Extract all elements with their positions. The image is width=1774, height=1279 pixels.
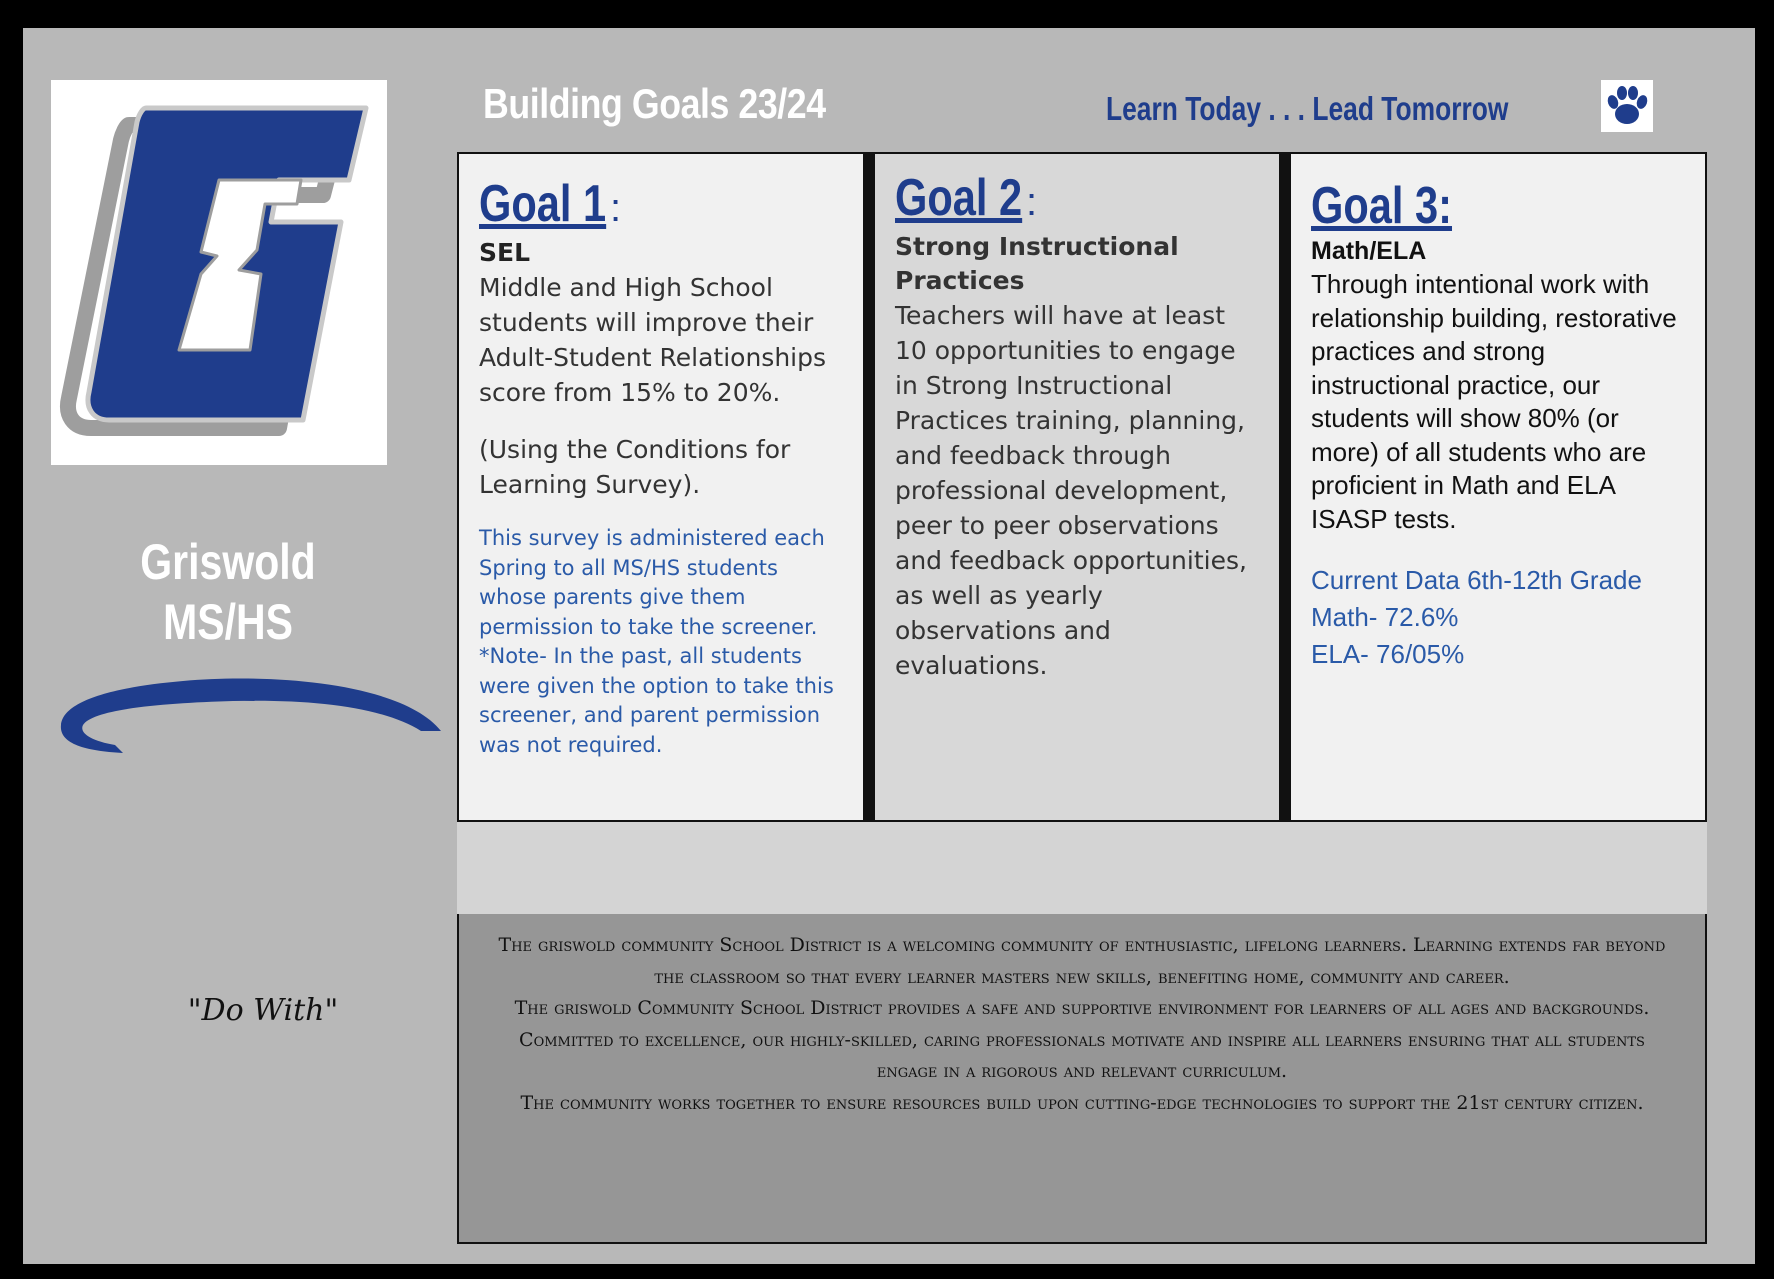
- goal-3-card: [1291, 154, 1705, 820]
- goal-1-body: Middle and High School students will improve their Adult-Student Relationships score from 15% to 20%.: [479, 273, 826, 407]
- paw-logo: [1601, 80, 1653, 132]
- school-logo: [51, 80, 387, 465]
- goal-1-note: This survey is administered each Spring to all MS/HS students whose parents give them permission to take the screener.: [479, 526, 825, 639]
- goal-2-body: Teachers will have at least 10 opportunities to engage in Strong Instructional Practices training, planning, and feedback through professional development, peer to peer observations and feedback opportunities, as well as yearly observations and evaluations.: [895, 301, 1247, 680]
- school-name: [126, 532, 331, 652]
- mission-statement: [457, 914, 1707, 1244]
- blank-band: [457, 822, 1707, 914]
- goal-3-body: Through intentional work with relationship building, restorative practices and strong instructional practice, our students will show 80% (or more) of all students who are proficient in Math and ELA ISASP tests.: [1311, 269, 1677, 534]
- goal-1-card: [459, 154, 863, 820]
- mission-paragraph-1: The griswold community School District is a welcoming community of enthusiastic, lifelong learners. Learning extends far beyond the classroom so that every learner masters new skills, benefiting home, community and career.: [498, 934, 1666, 988]
- swoosh-icon: [53, 653, 443, 763]
- goal-1-body-2: (Using the Conditions for Learning Survey).: [479, 435, 791, 499]
- goal-3-current-data: Current Data 6th-12th Grade: [1311, 565, 1642, 595]
- goal-2-subhead: Strong Instructional Practices: [895, 232, 1179, 295]
- page: [23, 28, 1755, 1264]
- paw-icon: [1601, 80, 1653, 132]
- goal-1-note-2: *Note- In the past, all students were given the option to take this screener, and parent permission was not required.: [479, 644, 834, 757]
- goal-3-math: Math- 72.6%: [1311, 602, 1459, 632]
- griswold-g-logo-icon: [51, 80, 387, 465]
- goal-2-label: Goal 2: [895, 169, 1023, 227]
- goal-1-subhead: SEL: [479, 238, 531, 267]
- goal-3-ela: ELA- 76/05%: [1311, 639, 1465, 669]
- school-name-line1: Griswold: [140, 534, 316, 590]
- goal-3-label: Goal 3:: [1311, 177, 1453, 235]
- goal-2-card: [875, 154, 1279, 820]
- mission-paragraph-2: The griswold Community School District provides a safe and supportive environment for learners of all ages and backgrounds. Committed to excellence, our highly-skilled, caring professionals motivate and inspire all learners ensuring that all students engage in a rigorous and relevant curriculum.: [514, 997, 1650, 1082]
- page-title: Building Goals 23/24: [483, 80, 826, 127]
- tagline: Learn Today . . . Lead Tomorrow: [1106, 90, 1509, 127]
- goal-1-label: Goal 1: [479, 175, 607, 233]
- mission-paragraph-3: The community works together to ensure resources build upon cutting-edge technologies to support the 21st century citizen.: [520, 1091, 1644, 1114]
- goal-3-heading: [1311, 178, 1685, 234]
- goal-3-subhead: Math/ELA: [1311, 237, 1427, 265]
- goals-table: [457, 152, 1707, 822]
- motto: "Do With": [187, 993, 339, 1028]
- goal-2-heading: Goal 2:: [895, 169, 1038, 227]
- goal-1-heading: Goal 1:: [479, 175, 622, 233]
- school-name-line2: MS/HS: [163, 594, 293, 650]
